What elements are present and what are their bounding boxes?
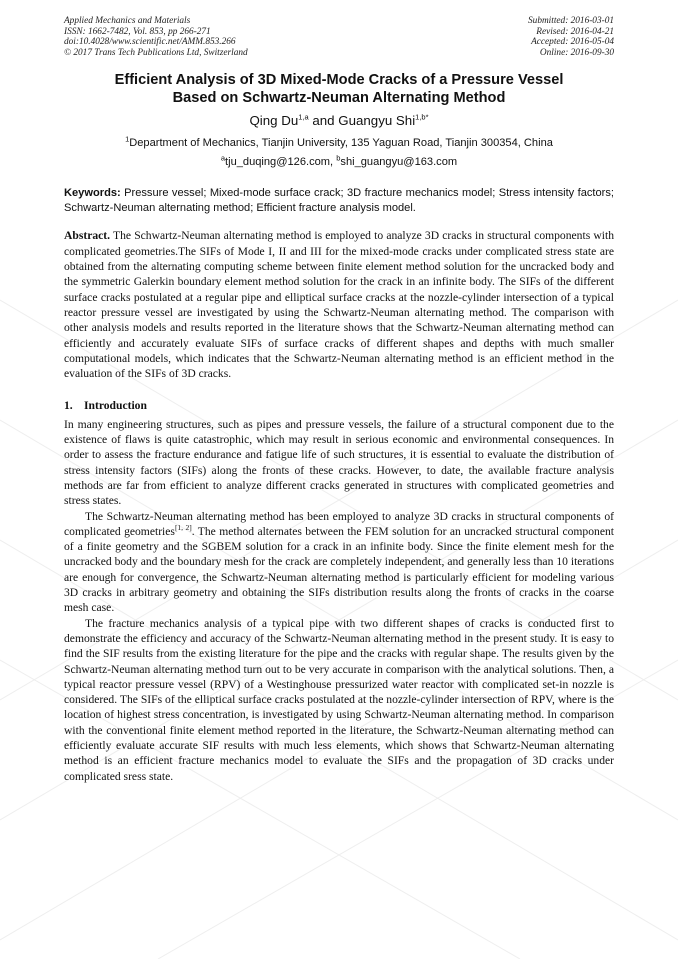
title-line-2: Based on Schwartz-Neuman Alternating Method [172, 89, 506, 106]
date-online: Online: 2016-09-30 [539, 47, 614, 58]
author-affiliation-marker: 1,a [298, 112, 309, 122]
publication-info [64, 16, 248, 58]
section-number: 1. [64, 398, 73, 412]
issn-volume: ISSN: 1662-7482, Vol. 853, pp 266-271 [64, 26, 211, 37]
email-marker: a [220, 153, 226, 163]
paper-title [64, 72, 614, 107]
date-submitted: Submitted: 2016-03-01 [528, 16, 614, 26]
keywords-block [64, 186, 614, 215]
affiliation [64, 136, 614, 150]
publication-dates [528, 16, 614, 58]
journal-name: Applied Mechanics and Materials [64, 16, 191, 26]
date-accepted: Accepted: 2016-05-04 [531, 37, 614, 48]
section-title: Introduction [84, 398, 147, 412]
paragraph [64, 509, 614, 616]
title-line-1: Efficient Analysis of 3D Mixed-Mode Cracks of a Pressure Vessel [114, 72, 564, 89]
email-link[interactable]: shi_guangyu@163.com [340, 156, 458, 169]
section-heading-introduction [64, 398, 614, 413]
citation-link[interactable]: [1, 2] [174, 523, 192, 533]
affiliation-text: Department of Mechanics, Tianjin University, 135 Yaguan Road, Tianjin 300354, China [129, 137, 553, 150]
author-name: Qing Du [249, 113, 299, 129]
author-name: Guangyu Shi [338, 113, 416, 129]
keywords-label: Keywords: [64, 187, 121, 200]
author-affiliation-marker: 1,b* [415, 112, 429, 122]
abstract-text: The Schwartz-Neuman alternating method is employed to analyze 3D cracks in structural components with complicated geometries.The SIFs of Mode I, II and III for the mixed-mode cracks under complicated stress state are obtained from the alternating computing scheme between finite element method solution for the uncracked body and the symmetric Galerkin boundary element method solution for the crack in an infinite body. The SIFs of the different surface cracks postulated at a regular pipe and elliptical surface cracks at the nozzle-cylinder intersection of a typical reactor pressure vessel are investigated by using the Schwartz-Neuman alternating method. The comparison with other analysis models and results reported in the literature shows that the Schwartz-Neuman alternating method can efficiently and accurately evaluate SIFs of surface cracks of different shapes and depths with much smaller computational models, which indicates that the Schwartz-Neuman alternating method is an efficient method in the evaluation of the SIFs of 3D cracks. [64, 229, 614, 381]
author-list [64, 113, 614, 129]
keywords-text: Pressure vessel; Mixed-mode surface crack; 3D fracture mechanics model; Stress intensity factors; Schwartz-Neuman alternating method; Efficient fracture analysis model. [64, 187, 614, 214]
date-revised: Revised: 2016-04-21 [536, 26, 614, 37]
journal-header [64, 16, 614, 58]
paragraph-text: The Schwartz-Neuman alternating method has been employed to analyze 3D cracks in structural components of complicated geometries [64, 509, 614, 538]
author-emails [64, 155, 614, 169]
email-marker: b [336, 153, 341, 163]
copyright: © 2017 Trans Tech Publications Ltd, Switzerland [64, 47, 248, 58]
doi: doi:10.4028/www.scientific.net/AMM.853.266 [64, 37, 236, 48]
affiliation-marker: 1 [125, 134, 130, 144]
paragraph: The fracture mechanics analysis of a typical pipe with two different shapes of cracks is conducted first to demonstrate the efficiency and accuracy of the Schwartz-Neuman alternating method in the present study. It is easy to find the SIF results from the existing literature for the pipe and the cracks with regular shape. The results given by the Schwartz-Neuman alternating method turn out to be very accurate in comparison with the analytical solutions. Then, a typical reactor pressure vessel (RPV) of a Westinghouse pressurized water reactor with complicated set-in nozzle is considered. The SIFs of the elliptical surface cracks postulated at the nozzle-cylinder intersection of RPV, where is the location of highest stress concentration, is investigated by using Schwartz-Neuman alternating method. In comparison with the conventional finite element method reported in the literature, the Schwartz-Neuman alternating method can efficiently evaluate accurate SIF results with much less elements, which shows that Schwartz-Neuman alternating method is an efficient fracture mechanics model to evaluate the SIFs and the propagation of 3D cracks under complicated sress state. [64, 616, 614, 783]
paragraph-text: . The method alternates between the FEM solution for an uncracked structural component of a finite geometry and the SGBEM solution for a crack in an infinite body. Since the finite element mesh for the uncracked body and the boundary mesh for the crack are completely independent, and generally less than 10 iterations are enough for convergence, the Schwartz-Neuman alternating method is particularly efficient for modeling various 3D cracks in arbitrary geometry and obtaining the SIFs distribution results along the fronts of cracks in the coarse mesh case. [64, 524, 614, 615]
paragraph: In many engineering structures, such as pipes and pressure vessels, the failure of a structural component due to the existence of flaws is quite catastrophic, which may result in serious economic and environmental consequences. In order to assess the fracture endurance and fatigue life of such structures, it is essential to evaluate the distribution of stress intensity factors (SIFs) along the fronts of these cracks. However, to date, the available fracture analysis methods are far from efficient to analyze different cracks generated in structures with complicated geometries and stress states. [64, 417, 614, 508]
abstract-block [64, 228, 614, 381]
email-link[interactable]: tju_duqing@126.com, [225, 156, 337, 169]
abstract-label: Abstract. [64, 229, 111, 243]
author-joiner: and [308, 113, 339, 129]
